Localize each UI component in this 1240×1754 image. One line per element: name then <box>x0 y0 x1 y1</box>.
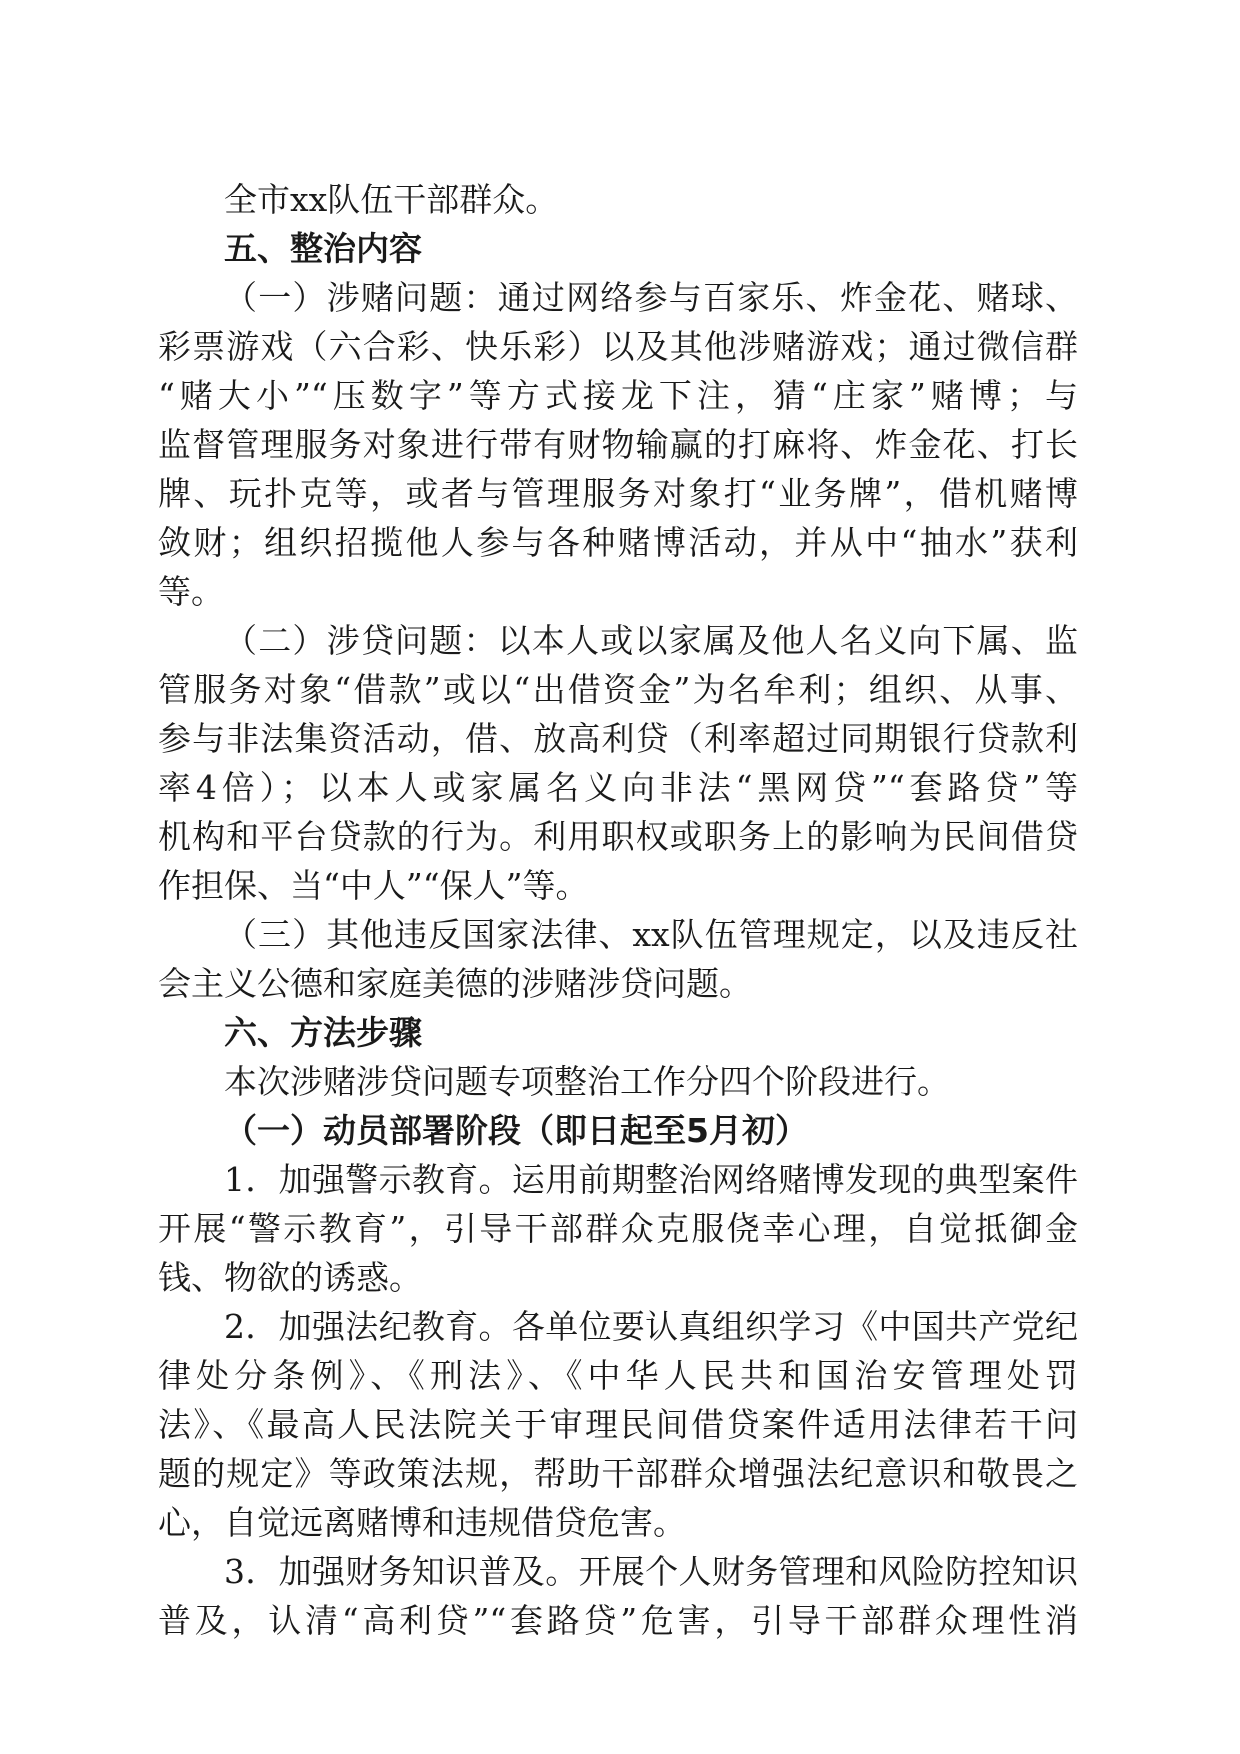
text-line: 心，自觉远离赌博和违规借贷危害。 <box>158 1503 686 1542</box>
text-line: 作担保、当“中人”“保人”等。 <box>158 866 589 905</box>
section-heading: 五、整治内容 <box>224 229 422 268</box>
text-line: 牌、玩扑克等，或者与管理服务对象打“业务牌”，借机赌博 <box>158 474 1078 513</box>
text-line: “赌大小”“压数字”等方式接龙下注，猜“庄家”赌博；与 <box>158 376 1078 415</box>
text-line: 彩票游戏（六合彩、快乐彩）以及其他涉赌游戏；通过微信群 <box>158 327 1078 366</box>
subsection-heading: （一）动员部署阶段（即日起至5月初） <box>224 1111 808 1150</box>
text-line: 2．加强法纪教育。各单位要认真组织学习《中国共产党纪 <box>224 1307 1078 1346</box>
text-line: 参与非法集资活动，借、放高利贷（利率超过同期银行贷款利 <box>158 719 1078 758</box>
text-line: 本次涉赌涉贷问题专项整治工作分四个阶段进行。 <box>224 1062 950 1101</box>
text-line: 全市xx队伍干部群众。 <box>224 180 559 219</box>
section-heading: 六、方法步骤 <box>224 1013 422 1052</box>
text-line: （一）涉赌问题：通过网络参与百家乐、炸金花、赌球、 <box>224 278 1078 317</box>
text-line: 法》、《最高人民法院关于审理民间借贷案件适用法律若干问 <box>158 1405 1078 1444</box>
text-line: 3．加强财务知识普及。开展个人财务管理和风险防控知识 <box>224 1552 1078 1591</box>
text-line: 1．加强警示教育。运用前期整治网络赌博发现的典型案件 <box>224 1160 1078 1199</box>
text-line: 率4倍）；以本人或家属名义向非法“黑网贷”“套路贷”等 <box>158 768 1078 807</box>
text-line: 开展“警示教育”，引导干部群众克服侥幸心理，自觉抵御金 <box>158 1209 1078 1248</box>
text-line: 律处分条例》、《刑法》、《中华人民共和国治安管理处罚 <box>158 1356 1078 1395</box>
text-line: 监督管理服务对象进行带有财物输赢的打麻将、炸金花、打长 <box>158 425 1078 464</box>
text-line: 等。 <box>158 572 224 611</box>
text-line: 题的规定》等政策法规，帮助干部群众增强法纪意识和敬畏之 <box>158 1454 1078 1493</box>
text-line: 机构和平台贷款的行为。利用职权或职务上的影响为民间借贷 <box>158 817 1078 856</box>
text-line: （二）涉贷问题：以本人或以家属及他人名义向下属、监 <box>224 621 1078 660</box>
text-line: 钱、物欲的诱惑。 <box>158 1258 422 1297</box>
text-line: 敛财；组织招揽他人参与各种赌博活动，并从中“抽水”获利 <box>158 523 1078 562</box>
text-line: 会主义公德和家庭美德的涉赌涉贷问题。 <box>158 964 752 1003</box>
text-line: 管服务对象“借款”或以“出借资金”为名牟利；组织、从事、 <box>158 670 1078 709</box>
text-line: 普及，认清“高利贷”“套路贷”危害，引导干部群众理性消 <box>158 1601 1078 1640</box>
text-line: （三）其他违反国家法律、xx队伍管理规定，以及违反社 <box>224 915 1078 954</box>
